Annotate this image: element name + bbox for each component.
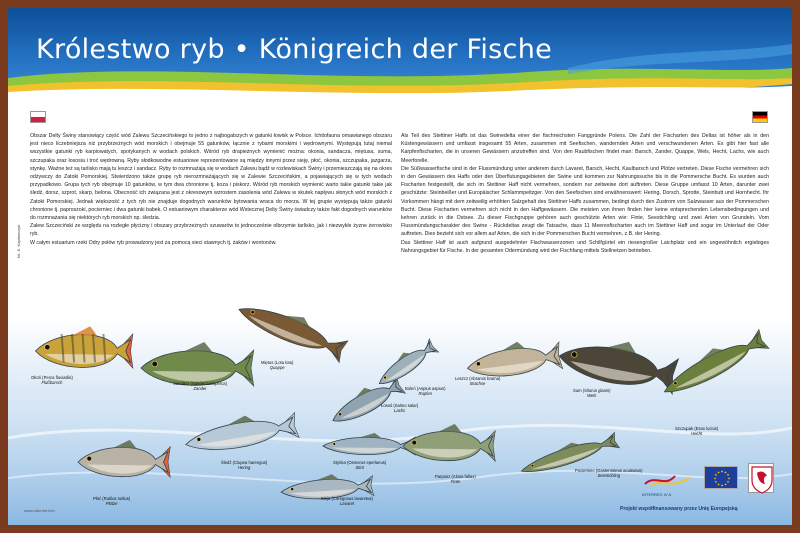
fish-name-german: Quappe bbox=[269, 365, 285, 370]
svg-text:★: ★ bbox=[716, 470, 721, 475]
fish-label bbox=[381, 403, 418, 413]
svg-text:★: ★ bbox=[713, 476, 717, 481]
fish-name-polish: Sieja (Coregonus lavaretus) bbox=[321, 496, 373, 501]
fish-name-polish: Śledź (Clupea harengus) bbox=[221, 460, 268, 465]
svg-text:★: ★ bbox=[720, 483, 724, 488]
fish-label bbox=[435, 474, 476, 484]
fish-name-german: Hecht bbox=[691, 431, 703, 436]
fish-name-german: Wels bbox=[587, 393, 597, 398]
fish-label bbox=[575, 468, 643, 478]
fish-name-polish: Stynka (Osmerus eperlanus) bbox=[333, 460, 387, 465]
fish-name-german: Rapfen bbox=[418, 391, 432, 396]
page-title: Królestwo ryb • Königreich der Fische bbox=[36, 34, 553, 65]
fish-name-polish: Sum (Silurus glanis) bbox=[573, 388, 611, 393]
fish-label bbox=[405, 386, 446, 396]
fish-label bbox=[173, 381, 227, 391]
fish-name-german: Lavaret bbox=[339, 501, 354, 506]
fish-label bbox=[455, 376, 500, 386]
fish-name-german: Plötze bbox=[105, 501, 118, 506]
fish-name-polish: Boleń (Aspius aspius) bbox=[405, 386, 446, 391]
fish-name-polish: Okoń (Perca fluviatilis) bbox=[31, 375, 73, 380]
interreg-caption: INTERREG IV A bbox=[642, 492, 672, 497]
fish-name-german: Stint bbox=[355, 465, 364, 470]
fish-label bbox=[93, 496, 130, 506]
coat-of-arms-icon bbox=[748, 463, 774, 493]
fish-illustration bbox=[8, 8, 792, 525]
svg-text:★: ★ bbox=[723, 482, 728, 487]
fish-name-polish: Łosoś (Salmo salar) bbox=[381, 403, 419, 408]
polish-paragraph: Obszar Delty Świny stanowiący część wód Zalewu Szczecińskiego to jedno z najbogatszych w gatunki łowisk w Polsce. Ichtiofauna omawianego obszaru jest nieco liczebniejsza niż przybrzeżnych wód morskich i obejmuje 55 gatunków, łącznie z rybami morskimi i wędrownymi. Występują tutaj niemal wszystkie gatunki ryb karpiowatych, spotykanych w wodach polskich. Wśród ryb drapieżnych wymienić można: okonia, sandacza, miętusa, suma, szczupaka oraz łososia i troć wędrowną. Ryby słodkowodne estuariowe reprezentowane są między innymi przez sieję, płoć, okonia, szczupaka, jazgarza, stynkę. Ważne też są tarlisko mają tu leszcz i sandacz. Ryby to rozmnażają się w wodach Zalewu bądź w rozlewiskach Świny i przemieszczają się na okres odżywczy do Zatoki Pomorskiej. Stwierdzono także grupę ryb nierozmnażających się w Zalewie Szczecińskim, a pojawiających się w tych wodach przypadkowo. Grupa tych ryb obejmuje 10 gatunków, w tym dwa chronione tj. koza i piskorz. Wśród ryb morskich wymienić warto takie gatunki takie jak śledź, dorsz, szprot, skarp, belona. Obecność ich związana jest z okresowym wzrostem zasolenia wód Zalewu w skutek napływu słonych wód morskich z Zatoki Pomorskiej. Jednak większość z tych ryb nie znajduje dogodnych warunków bytowania wraca do morza. W tej grupie występują także gatunki chronione tj. paproszoki, pocierniec i dwa gatunki babek. O estuariowym charakterze wód Wstecznej Delty Świny świadczy także fakt dogodnych warunków do rozmnażania się niektórych ryb morskich np. śledzia. bbox=[30, 133, 392, 222]
fish-name-polish: Szczupak (Esox lucius) bbox=[675, 426, 719, 431]
german-paragraph: Als Teil des Stettiner Haffs ist das Swinedelta einer der fischreichsten Fanggründe Polens. Die Zahl der Fischarten des Deltas ist höher als in den Küstengewässern und umfasst insgesamt 55 Arten, zusammen mit Seefischen, wandernden Arten und verschwundenen Arten. Es gibt hier fast alle Karpfenfischarten, die in unseren Gewässern anzutreffen sind. Von den Raubfischen findet man: Barsch, Zander, Quappe, Wels, Hecht, Lachs, wie auch Meerforelle. bbox=[401, 133, 769, 164]
fish-name-german: Hering bbox=[237, 465, 251, 470]
fish-label bbox=[675, 426, 718, 436]
fish-label bbox=[221, 460, 267, 470]
fish-name-polish: Parposz (Alosa fallax) bbox=[435, 474, 476, 479]
svg-text:★: ★ bbox=[726, 473, 730, 478]
svg-text:★: ★ bbox=[723, 470, 728, 475]
photo-credit: fot. K. Kapitanczyk bbox=[16, 224, 21, 258]
polish-paragraph: Zalew Szczeciński ze względu na rozległe płycizny i obszary przybrzeżnych szuwarów to jednocześnie olbrzymie tarlisko, jak i niezwykle żyzne żerowisko ryb. bbox=[30, 223, 392, 238]
svg-text:★: ★ bbox=[714, 480, 718, 485]
polish-paragraph: W całym estuarium rzeki Odry połów ryb prowadzony jest za pomocą sieci stawnych tj. żaków i wontonów. bbox=[30, 239, 277, 246]
fish-label bbox=[573, 388, 610, 398]
eu-flag-icon bbox=[704, 466, 738, 489]
fish-label bbox=[31, 375, 73, 385]
sponsor-logo-left: www.odernet.info bbox=[24, 508, 55, 513]
fish-name-german: Finte bbox=[450, 479, 461, 484]
german-paragraph: Das Stettiner Haff ist auch aufgrund ausgedehnter Flachwasserzonen und Schilfgürtel ein riesengroßer Laichplatz und ein ungewöhnlich ergiebiges Nahrungsgebiet für Fische. In der gesamten Odermündung wird der Fischfang mittels Stellnetzen betrieben. bbox=[401, 239, 769, 254]
fish-name-german: Seestichling bbox=[597, 473, 621, 478]
fish-name-polish: Leszcz (Abramis brama) bbox=[455, 376, 501, 381]
signboard-panel bbox=[8, 8, 792, 525]
fish-name-german: Brachse bbox=[470, 381, 486, 386]
fish-name-german: Zander bbox=[193, 386, 207, 391]
svg-text:★: ★ bbox=[716, 482, 721, 487]
fish-name-polish: Pocierniec (Gasterosteus aculeatus) bbox=[575, 468, 643, 473]
fish-label bbox=[261, 360, 293, 370]
svg-text:★: ★ bbox=[714, 473, 718, 478]
fish-name-german: Lachs bbox=[394, 408, 406, 413]
svg-text:★: ★ bbox=[720, 469, 724, 474]
fish-name-german: Flußbarsch bbox=[41, 380, 63, 385]
svg-text:★: ★ bbox=[727, 476, 731, 481]
fish-name-polish: Miętus (Lota lota) bbox=[261, 360, 294, 365]
fish-name-polish: Sandacz (Sander lucioperca) bbox=[173, 381, 228, 386]
cofinancing-note: Projekt współfinansowany przez Unię Europejską bbox=[620, 506, 738, 512]
fish-icon bbox=[36, 326, 133, 368]
german-paragraph: Die Süßwasserfische sind in der Flussmündung unter anderem durch Lavaret, Barsch, Hecht, Kaulbarsch und Plötze vertreten. Diese Fische vermehren sich in den Gewässern des Haffs oder den Überflutungsgebieten der Swine und kommen zur Nahrungssuche bis in die Pommersche Bucht. Es wurden auch Fischarten festgestellt, die sich im Stettiner Haff nicht vermehren, sondern nur zeitweise dort auftreten. Diese Gruppe umfasst 10 Arten, darunter zwei geschützte: Steinbeißer und Europäischer Schlammpeitzger. Von den Seefischen sind erwähnenswert: Hering, Dorsch, Sprotte, Steinbutt und Hornhecht. Ihr Vorkommen hängt mit dem zeitweilig erhöhten Salzgehalt des Stettiner Haffs zusammen, bedingt durch den Zustrom von Salzwasser aus der Pommerschen Bucht. Diese Fischarten vermehren sich nicht in den Haffgewässern. Die meisten von ihnen finden hier keine entsprechenden Lebensbedingungen und kehren zurück in die Ostsee. Zu dieser Fischgruppe gehören auch geschützte Arten wie: Finte, Seestichling und zwei Arten von Grundeln. Vom Flussmündungscharakter des Swine - Rückdeltas zeugt die Tatsache, dass 11 Meeresfischarten auch im Stettiner Haff und sogar im Unterlauf der Oder auftreten. Dies bezieht sich vor allem auf Arten, die sich in der Pommerschen Bucht vermehren, z.B. der Hering. bbox=[401, 165, 769, 238]
svg-text:★: ★ bbox=[726, 480, 730, 485]
fish-label bbox=[333, 460, 386, 470]
fish-label bbox=[321, 496, 373, 506]
fish-name-polish: Płoć (Rutilus rutilus) bbox=[93, 496, 131, 501]
interreg-logo bbox=[643, 468, 693, 490]
